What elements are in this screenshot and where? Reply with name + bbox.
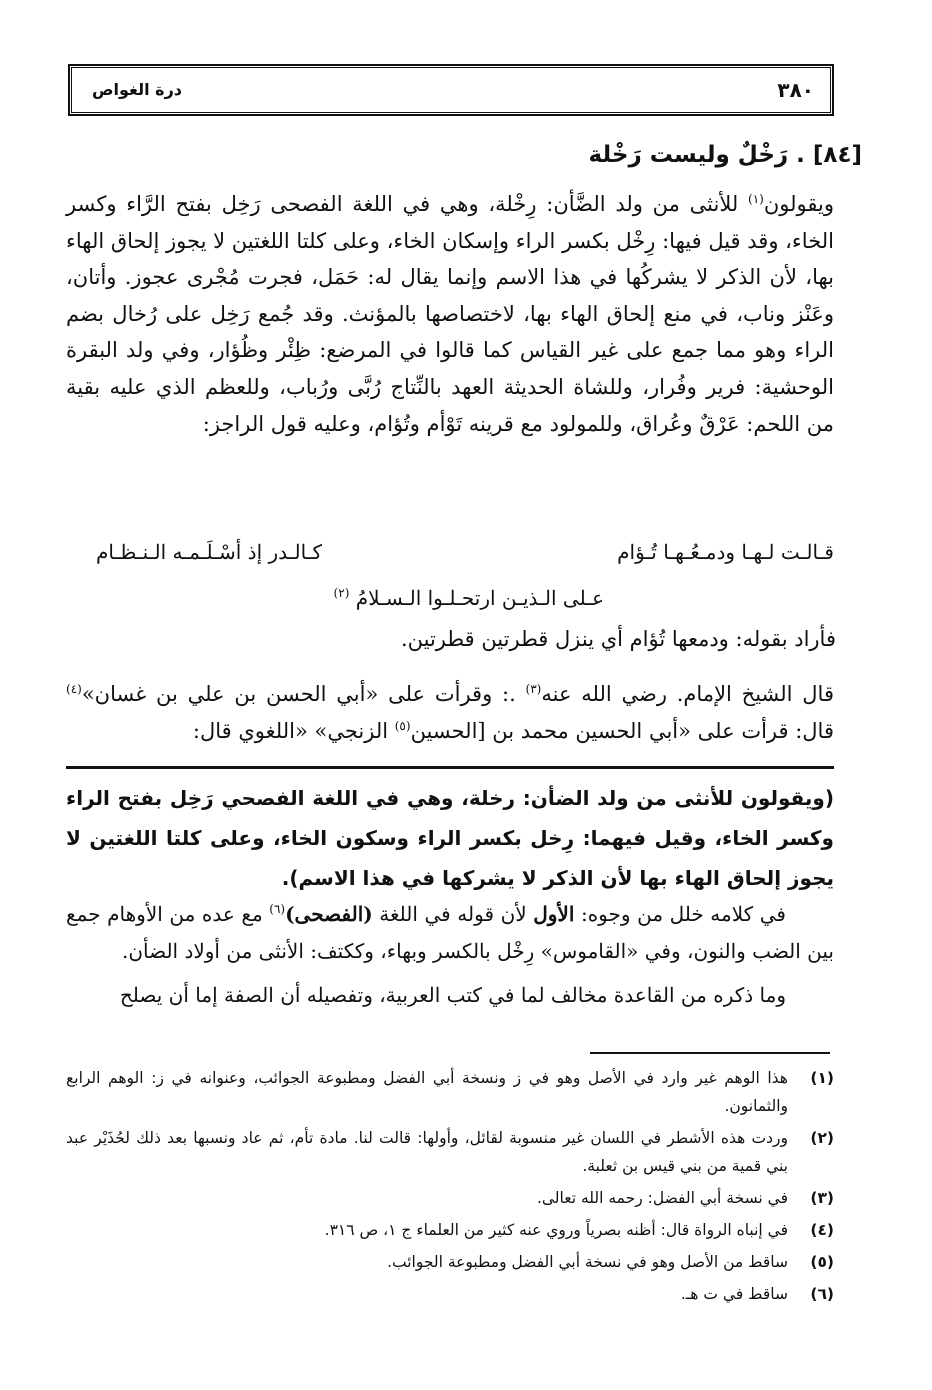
sheikh-paragraph	[66, 676, 834, 749]
main-text-start: ويقولون	[763, 192, 834, 216]
commentary-bold-first: الأول	[533, 902, 575, 926]
footnote-ref-1: (١)	[748, 192, 764, 206]
entry-heading: [٨٤] . رَخْلٌ وليست رَخْلة	[588, 142, 862, 168]
main-text	[66, 186, 834, 442]
verse-2	[334, 580, 604, 616]
page-number: ٣٨٠	[777, 78, 814, 102]
main-paragraph	[66, 186, 834, 442]
book-title: درة الغواص	[92, 80, 182, 99]
footnote-text: في نسخة أبي الفضل: رحمه الله تعالى.	[536, 1189, 788, 1207]
footnote-item	[66, 1184, 834, 1212]
commentary-text-b: لأن قوله في اللغة	[372, 902, 534, 926]
footnote-item	[66, 1216, 834, 1244]
footnote-text: هذا الوهم غير وارد في الأصل وهو في ز ونسخة أبي الفضل ومطبوعة الجوائب، وعنوانه في ز: الوهم الرابع والثمانون.	[66, 1069, 788, 1115]
footnote-number: (٢)	[810, 1129, 834, 1147]
footnote-ref-5: (٥)	[394, 718, 411, 733]
commentary-paragraph-2: وما ذكره من القاعدة مخالف لما في كتب العربية، وتفصيله أن الصفة إما أن يصلح	[119, 983, 786, 1007]
footnote-ref-4: (٤)	[66, 682, 82, 696]
verse-1-second-hemistich: كـالـدر إذ أسْـلَـمـه الـنـظـام	[96, 540, 323, 564]
footnote-number: (٤)	[810, 1221, 834, 1239]
footnote-item	[66, 1124, 834, 1180]
main-text-body: للأنثى من ولد الضَّأن: رِخْلة، وهي في اللغة الفصحى رَخِل بفتح الرَّاء وكسر الخاء، وقد قيل فيها: رِخْل بكسر الراء وإسكان الخاء، وعلى كلتا اللغتين لا يجوز إلحاق الهاء بها، لأن الذكر لا يشركُها في هذا الاسم وإنما يقال له: حَمَل، فجرت مُجْرى عجوز. وأتان، وعَنْز وناب، في منع إلحاق الهاء بها، لاختصاصها بالمؤنث. وقد جُمع رَخِل على رُخال بضم الراء وهو مما جمع على غير القياس كما قالوا في المرضع: ظِئْر وظُؤار، وفي ولد البقرة الوحشية: فرير وفُرار، وللشاة الحديثة العهد بالنِّتاج رُبَّى ورُباب، وللعظم الذي عليه بقية من اللحم: عَرْقٌ وعُراق، وللمولود مع قرينه تَوْأم وتُؤام، وعليه قول الراجز:	[66, 192, 834, 436]
footnote-number: (٣)	[810, 1189, 834, 1207]
footnote-ref-2: (٢)	[333, 586, 350, 600]
footnote-item	[66, 1248, 834, 1276]
verse-explanation: فأراد بقوله: ودمعها تُؤام أي ينزل قطرتين قطرتين.	[400, 627, 836, 651]
commentary-quote	[66, 778, 834, 898]
footnote-item	[66, 1280, 834, 1308]
footnote-text: ساقط من الأصل وهو في نسخة أبي الفضل ومطبوعة الجوائب.	[387, 1253, 788, 1271]
commentary-text-c: مع عده من الأوهام جمع بين الضب والنون، وفي «القاموس» رِخْل بالكسر وبهاء، وككتف: الأنثى من أولاد الضأن.	[66, 902, 834, 963]
verse-1-first-hemistich: قـالـت لـهـا ودمـعُـهـا تُـؤام	[617, 540, 834, 564]
footnote-ref-6: (٦)	[269, 902, 286, 916]
sheikh-statement	[66, 676, 834, 749]
footnote-item	[66, 1064, 834, 1120]
commentary-bold-fusha: (الفصحى)	[285, 902, 373, 926]
footnote-text: وردت هذه الأشطر في اللسان غير منسوبة لقائل، وأولها: قالت لنا. مادة تأم، ثم عاد ونسبها بعد ذلك لحُذَيْر عبد بني قمية من بني قيس بن ثعلبة.	[66, 1129, 788, 1175]
sheikh-text-a: قال الشيخ الإمام. رضي الله عنه	[541, 682, 834, 706]
footnote-separator	[590, 1052, 830, 1054]
sheikh-text-b: .: وقرأت على «أبي الحسن بن علي بن غسان»	[81, 682, 526, 706]
verse-2-text: عـلى الـذيـن ارتحـلـوا الـسـلامُ	[355, 586, 604, 610]
footnote-text: في إنباه الرواة قال: أظنه بصرياً وروي عنه كثير من العلماء ج ١، ص ٣١٦.	[324, 1221, 788, 1239]
sheikh-text-c: قال: قرأت على «أبي الحسين محمد بن [الحسين	[410, 718, 834, 743]
footnote-number: (٦)	[810, 1285, 834, 1303]
footnote-ref-3: (٣)	[525, 682, 542, 696]
commentary-divider	[66, 766, 834, 769]
verse-1	[96, 534, 834, 570]
footnote-text: ساقط في ت هـ.	[680, 1285, 788, 1303]
commentary-body	[66, 896, 834, 1014]
sheikh-text-d: الزنجي» «اللغوي قال:	[192, 718, 395, 743]
commentary-quote-text: (ويقولون للأنثى من ولد الضأن: رخلة، وهي في اللغة الفصحي رَخِل بفتح الراء وكسر الخاء، وقيل فيهما: رِخل بكسر الراء وسكون الخاء، وعلى كلتا اللغتين لا يجوز إلحاق الهاء بها لأن الذكر لا يشركها في هذا الاسم).	[66, 786, 834, 890]
commentary-paragraph-1	[66, 896, 834, 969]
footnotes	[66, 1064, 834, 1312]
footnote-number: (١)	[810, 1069, 834, 1087]
commentary-text-a: في كلامه خلل من وجوه:	[574, 902, 786, 926]
footnote-number: (٥)	[810, 1253, 834, 1271]
running-header	[68, 64, 834, 116]
